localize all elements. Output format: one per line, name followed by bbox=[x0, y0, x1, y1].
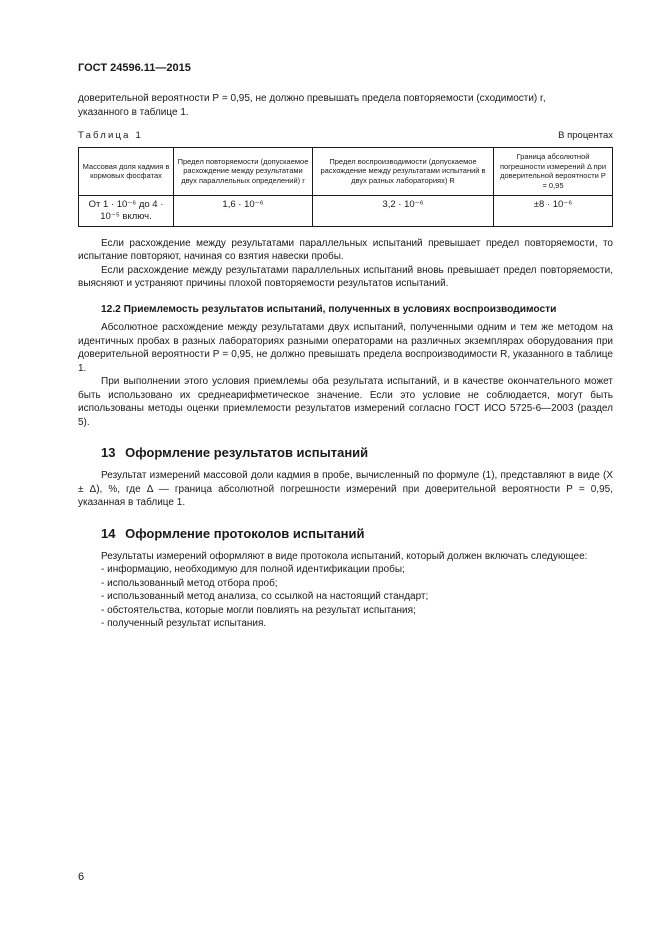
table-cell: От 1 · 10⁻⁶ до 4 · 10⁻⁵ включ. bbox=[79, 195, 174, 226]
paragraph: Результаты измерений оформляют в виде протокола испытаний, который должен включать следующее: bbox=[101, 550, 588, 562]
table-cell: 3,2 · 10⁻⁶ bbox=[313, 195, 494, 226]
table-caption: Таблица 1 bbox=[78, 130, 143, 141]
table-caption-row bbox=[78, 129, 613, 143]
table-header-cell: Граница абсолютной погрешности измерений Δ при доверительной вероятности Р = 0,95 bbox=[494, 147, 613, 195]
section-heading bbox=[78, 445, 613, 461]
table-header-cell: Предел повторяемости (допускаемое расхождение между результатами двух параллельных определений) r bbox=[174, 147, 313, 195]
after-table-text bbox=[78, 237, 613, 291]
list-item: - информацию, необходимую для полной идентификации пробы; bbox=[101, 564, 405, 575]
paragraph: Абсолютное расхождение между результатами двух испытаний, полученными одним и тем же методом на идентичных пробах в разных лабораториях разными операторами на различных экземплярах оборудования при доверительной вероятности Р = 0,95, не должно превышать предела воспроизводимости R, указанного в таблице 1. bbox=[78, 322, 613, 374]
requirements-list bbox=[78, 563, 613, 631]
section-number: 14 bbox=[101, 525, 116, 541]
table-header-row bbox=[79, 147, 613, 195]
table-cell: ±8 · 10⁻⁶ bbox=[494, 195, 613, 226]
section-heading bbox=[78, 526, 613, 542]
list-item: - полученный результат испытания. bbox=[101, 618, 267, 629]
paragraph: Если расхождение между результатами параллельных испытаний превышает предел повторяемости, то испытание повторяют, начиная со взятия навески пробы. bbox=[78, 237, 613, 262]
subsection-title: Приемлемость результатов испытаний, полученных в условиях воспроизводимости bbox=[123, 303, 557, 315]
table-units: В процентах bbox=[558, 130, 613, 141]
list-item: - использованный метод анализа, со ссылкой на настоящий стандарт; bbox=[101, 591, 429, 602]
section-title: Оформление протоколов испытаний bbox=[125, 525, 365, 541]
table-header-cell: Предел воспроизводимости (допускаемое расхождение между результатами испытаний в двух разных лабораториях) R bbox=[313, 147, 494, 195]
intro-line-2: указанного в таблице 1. bbox=[78, 106, 189, 118]
page-content bbox=[78, 92, 613, 631]
table-header-cell: Массовая доля кадмия в кормовых фосфатах bbox=[79, 147, 174, 195]
paragraph: Результат измерений массовой доли кадмия в пробе, вычисленный по формуле (1), представляют в виде (X ± Δ), %, где Δ — граница абсолютной погрешности измерений при доверительной вероятности Р = 0,95, указанная в таблице 1. bbox=[78, 470, 613, 508]
paragraph: Если расхождение между результатами параллельных испытаний вновь превышает предел повторяемости, выясняют и устраняют причины плохой повторяемости результатов испытаний. bbox=[78, 264, 613, 289]
document-header: ГОСТ 24596.11—2015 bbox=[78, 62, 191, 74]
section-number: 13 bbox=[101, 445, 116, 460]
list-item: - использованный метод отбора проб; bbox=[101, 577, 278, 589]
subsection-heading bbox=[78, 303, 613, 317]
page-number: 6 bbox=[78, 871, 85, 883]
precision-table bbox=[78, 147, 613, 227]
subsection-number: 12.2 bbox=[101, 303, 121, 315]
section-title: Оформление результатов испытаний bbox=[125, 445, 369, 460]
list-item: - обстоятельства, которые могли повлиять на результат испытания; bbox=[101, 604, 416, 616]
intro-line-1: доверительной вероятности Р = 0,95, не должно превышать предела повторяемости (сходимости) r, bbox=[78, 93, 546, 104]
paragraph: При выполнении этого условия приемлемы оба результата испытаний, и в качестве окончательного может быть использовано их среднеарифметическое значение. Если это условие не соблюдается, могут быть использованы методы оценки приемлемости результатов измерений согласно ГОСТ ИСО 5725-6—2003 (раздел 5). bbox=[78, 376, 613, 428]
table-row bbox=[79, 195, 613, 226]
table-cell: 1,6 · 10⁻⁶ bbox=[174, 195, 313, 226]
